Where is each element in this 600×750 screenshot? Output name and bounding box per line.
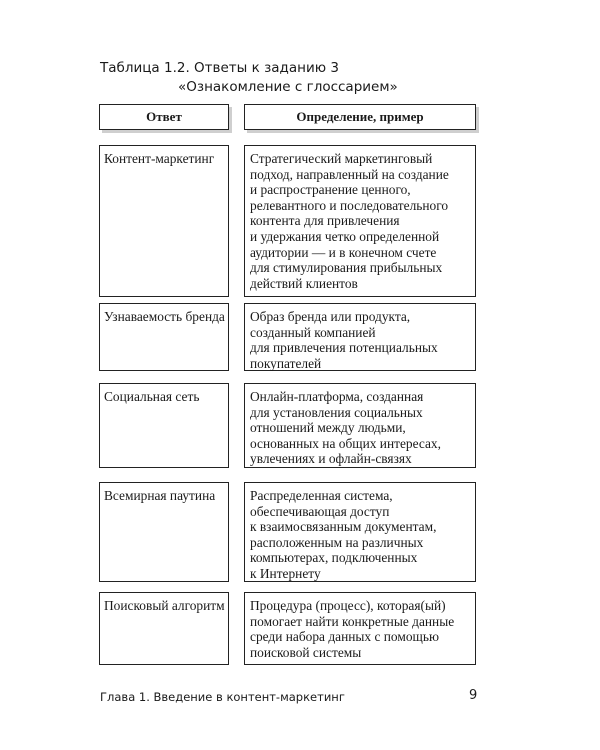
definition-line: помогает найти конкретные данные [250,613,455,629]
definition-line: Образ бренда или продукта, [250,309,411,324]
term-text: Узнаваемость бренда [104,309,225,324]
definition-line: для привлечения потенциальных [250,340,438,356]
definition-cell [244,303,476,371]
definition-line: Распределенная система, [250,488,393,503]
definition-line: компьютерах, подключенных [250,550,418,566]
definition-line: созданный компанией [250,324,376,340]
definition-line: релевантного и последовательного [250,197,449,213]
definition-line: контента для привлечения [250,213,400,229]
definition-line: покупателей [250,355,322,371]
definition-cell [244,482,476,582]
definition-line: к Интернету [250,565,321,581]
term-text: Всемирная паутина [104,488,216,503]
definition-line: для установления социальных [250,404,423,420]
definition-line: расположенным на различных [250,534,424,550]
term-cell [99,482,229,582]
definition-line: отношений между людьми, [250,420,406,436]
header-definition: Определение, пример [244,104,476,130]
definition-line: Процедура (процесс), которая(ый) [250,598,446,613]
definition-cell [244,592,476,665]
definition-line: увлечениях и офлайн-связях [250,451,412,467]
definition-line: подход, направленный на создание [250,166,449,182]
header-answer: Ответ [99,104,229,130]
definition-line: основанных на общих интересах, [250,435,441,451]
definition-line: действий клиентов [250,275,358,291]
definition-line: Онлайн-платформа, созданная [250,389,424,404]
definition-line: и распространение ценного, [250,182,411,198]
term-text: Социальная сеть [104,389,200,404]
definition-cell [244,383,476,468]
definition-line: и удержания четко определенной [250,228,440,244]
term-cell [99,145,229,297]
caption-line-2: «Ознакомление с глоссарием» [178,79,398,95]
caption-line-1: Таблица 1.2. Ответы к заданию 3 [100,60,339,76]
definition-line: к взаимосвязанным документам, [250,519,437,535]
definition-line: для стимулирования прибыльных [250,260,443,276]
definition-line: аудитории — и в конечном счете [250,244,437,260]
definition-line: среди набора данных с помощью [250,629,439,645]
definition-line: Стратегический маркетинговый [250,151,433,166]
footer-chapter-title: Глава 1. Введение в контент-маркетинг [100,690,345,704]
definition-line: обеспечивающая доступ [250,503,390,519]
definition-cell [244,145,476,297]
term-cell [99,303,229,371]
term-text: Поисковый алгоритм [104,598,225,613]
table-caption [100,59,398,97]
page-number: 9 [469,688,478,703]
term-text: Контент-маркетинг [104,151,215,166]
term-cell [99,383,229,468]
term-cell [99,592,229,665]
definition-line: поисковой системы [250,644,362,660]
